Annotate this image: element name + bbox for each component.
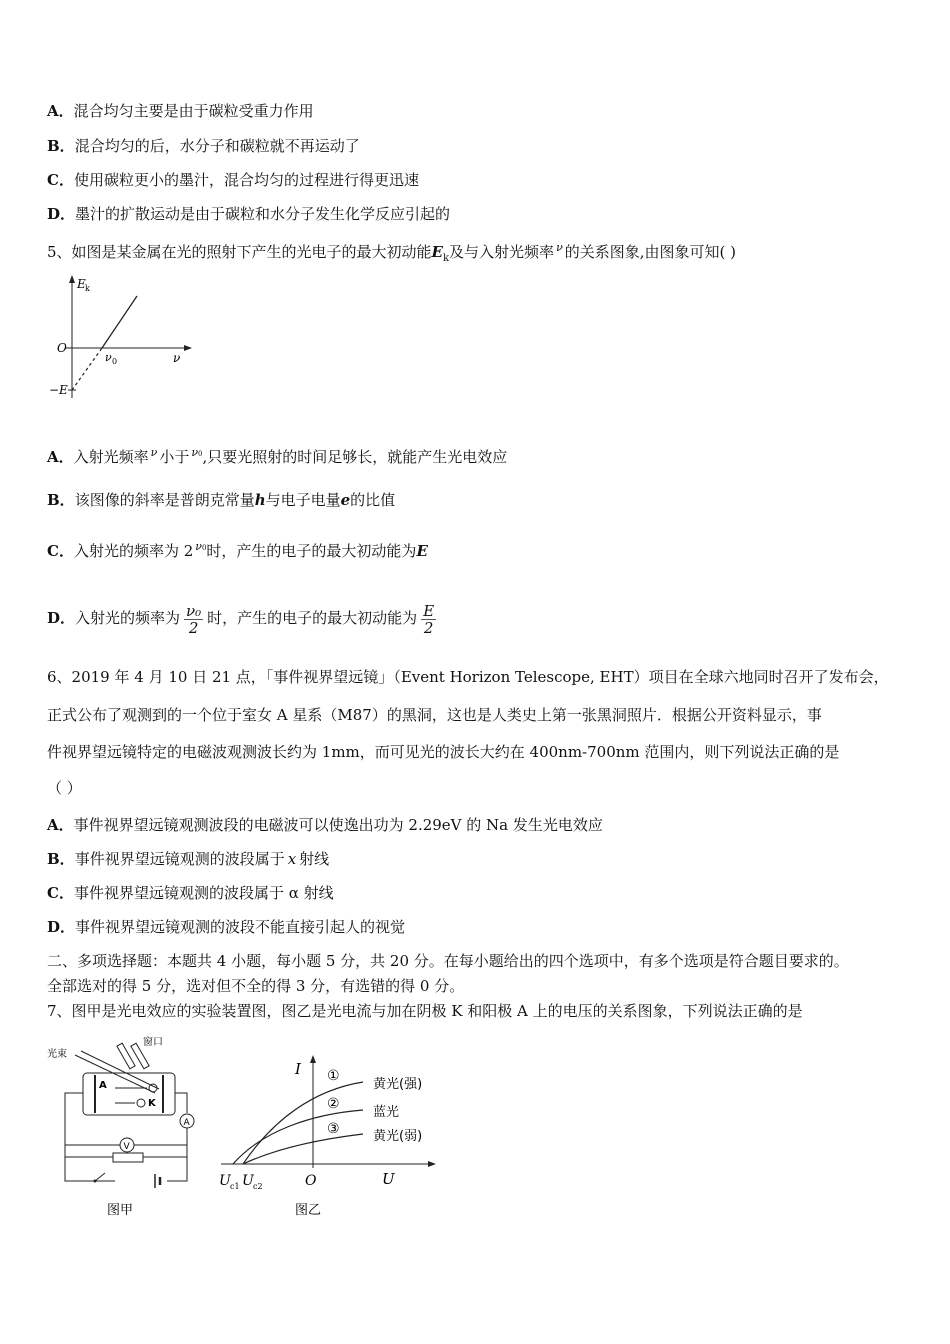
option-text-1: 该图像的斜率是普朗克常量 bbox=[74, 491, 255, 509]
curve-2-marker: ② bbox=[327, 1096, 340, 1112]
ek-symbol: E bbox=[431, 243, 443, 261]
q4-option-d bbox=[47, 204, 450, 224]
curve-yellow-strong bbox=[243, 1082, 363, 1164]
fraction-nu0-over-2 bbox=[184, 603, 203, 636]
q6-option-b bbox=[47, 849, 329, 869]
nu-symbol: ν bbox=[150, 446, 158, 459]
rheostat bbox=[113, 1153, 143, 1162]
ek-subscript: k bbox=[442, 253, 450, 264]
option-letter: C． bbox=[47, 171, 74, 189]
i-label: I bbox=[295, 1060, 301, 1078]
q5-option-a bbox=[47, 443, 507, 467]
switch bbox=[95, 1173, 105, 1181]
q5-option-d bbox=[47, 600, 440, 636]
figure-b-caption: 图乙 bbox=[295, 1203, 322, 1218]
nu0-subscript: 0 bbox=[201, 544, 207, 552]
option-text-1: 入射光的频率为 2 bbox=[73, 542, 194, 560]
nu0-subscript: 0 bbox=[198, 450, 203, 458]
uc1-sub: c1 bbox=[230, 1182, 240, 1191]
origin-label: O bbox=[57, 341, 67, 355]
option-text: 墨汁的扩散运动是由于碳粒和水分子发生化学反应引起的 bbox=[75, 205, 451, 223]
nu0-symbol: ν bbox=[195, 540, 202, 553]
q5-stem-a: 5、如图是某金属在光的照射下产生的光电子的最大初动能 bbox=[47, 243, 432, 261]
circuit-wire bbox=[175, 1093, 187, 1113]
voltmeter-label: V bbox=[123, 1142, 130, 1152]
q4-option-b bbox=[47, 136, 360, 156]
option-text-2: 与电子电量 bbox=[265, 491, 341, 509]
curve-1-marker: ① bbox=[327, 1068, 340, 1084]
ek-nu-graph bbox=[47, 270, 197, 410]
curve-3-label: 黄光(弱) bbox=[373, 1129, 423, 1144]
curve-3-marker: ③ bbox=[327, 1121, 340, 1137]
curve-1-label: 黄光(强) bbox=[373, 1077, 423, 1092]
option-letter: C． bbox=[47, 542, 74, 560]
switch-contact bbox=[94, 1180, 97, 1183]
fraction-e-over-2 bbox=[421, 603, 436, 636]
cathode-label: K bbox=[148, 1098, 156, 1109]
q5-option-b bbox=[47, 490, 395, 510]
option-text-1: 事件视界望远镜观测的波段属于 bbox=[74, 850, 285, 868]
nu0-sub: 0 bbox=[112, 357, 118, 366]
window-tube bbox=[117, 1043, 135, 1069]
q6-stem-line-1: 6、2019 年 4 月 10 日 21 点，「事件视界望远镜」（Event Horizon Telescope, EHT）项目在全球六地同时召开了发布会， bbox=[47, 668, 889, 686]
anode-label: A bbox=[99, 1080, 107, 1091]
q4-option-c bbox=[47, 170, 419, 190]
ammeter-label: A bbox=[183, 1118, 190, 1128]
q7-stem: 7、图甲是光电效应的实验装置图，图乙是光电流与加在阴极 K 和阳极 A 上的电压的关系图象，下列说法正确的是 bbox=[47, 1002, 803, 1020]
electron-icon bbox=[149, 1084, 157, 1092]
option-letter: A． bbox=[47, 816, 74, 834]
q6-option-a bbox=[47, 815, 603, 835]
ek-line-solid bbox=[102, 296, 137, 348]
option-letter: A． bbox=[47, 102, 74, 120]
circuit-wire bbox=[65, 1093, 115, 1181]
q5-stem bbox=[47, 238, 736, 269]
x-symbol: x bbox=[287, 850, 297, 868]
fraction-numerator: ν₀ bbox=[186, 601, 202, 620]
q5-stem-c: 的关系图象,由图象可知( ) bbox=[564, 243, 736, 261]
light-beam bbox=[75, 1055, 155, 1093]
option-letter: B． bbox=[47, 491, 75, 509]
option-text: 使用碳粒更小的墨汁，混合均匀的过程进行得更迅速 bbox=[73, 171, 419, 189]
q6-option-d bbox=[47, 917, 405, 937]
beam-label: 光束 bbox=[47, 1049, 67, 1060]
q6-option-c bbox=[47, 883, 334, 903]
nu-symbol: ν bbox=[556, 241, 563, 254]
option-letter: B． bbox=[47, 850, 75, 868]
y-label-sub: k bbox=[85, 284, 90, 293]
q5-option-c bbox=[47, 537, 428, 561]
x-label: ν bbox=[173, 351, 181, 365]
fraction-denominator: 2 bbox=[423, 618, 434, 637]
option-text-2: 小于 bbox=[159, 448, 190, 466]
option-text-3: ,只要光照射的时间足够长，就能产生光电效应 bbox=[202, 448, 508, 466]
nu0-label: ν bbox=[105, 351, 112, 364]
option-letter: D． bbox=[47, 205, 76, 223]
option-text-3: 的比值 bbox=[350, 491, 396, 509]
e-symbol: e bbox=[340, 491, 351, 509]
x-axis-arrow bbox=[184, 345, 192, 351]
neg-e-label: −E bbox=[49, 383, 68, 397]
y-axis-arrow bbox=[69, 275, 75, 283]
figure-a-caption: 图甲 bbox=[107, 1203, 134, 1218]
i-axis-arrow bbox=[310, 1055, 316, 1063]
origin-label: O bbox=[305, 1173, 317, 1189]
section2-line-2: 全部选对的得 5 分，选对但不全的得 3 分，有选错的得 0 分。 bbox=[47, 977, 465, 995]
curve-yellow-weak bbox=[243, 1134, 363, 1164]
q6-stem-line-3: 件视界望远镜特定的电磁波观测波长约为 1mm，而可见光的波长大约在 400nm-700nm 范围内，则下列说法正确的是 bbox=[47, 743, 840, 761]
section2-line-1: 二、多项选择题：本题共 4 小题，每小题 5 分，共 20 分。在每小题给出的四个选项中，有多个选项是符合题目要求的。 bbox=[47, 952, 849, 970]
q6-stem-line-2: 正式公布了观测到的一个位于室女 A 星系（M87）的黑洞，这也是人类史上第一张黑洞照片．根据公开资料显示，事 bbox=[47, 706, 822, 724]
option-text-2: 时，产生的电子的最大初动能为 bbox=[206, 542, 417, 560]
option-letter: D． bbox=[47, 918, 76, 936]
h-symbol: h bbox=[254, 491, 266, 509]
circuit-wire bbox=[167, 1128, 187, 1181]
option-text: 混合均匀的后，水分子和碳粒就不再运动了 bbox=[74, 137, 360, 155]
q4-option-a bbox=[47, 101, 314, 121]
option-text: 事件视界望远镜观测的波段不能直接引起人的视觉 bbox=[75, 918, 406, 936]
option-text: 事件视界望远镜观测波段的电磁波可以使逸出功为 2.29eV 的 Na 发生光电效应 bbox=[73, 816, 603, 834]
option-text-1: 入射光的频率为 bbox=[75, 609, 181, 627]
option-text: 事件视界望远镜观测的波段属于 α 射线 bbox=[73, 884, 334, 902]
option-letter: B． bbox=[47, 137, 75, 155]
curve-2-label: 蓝光 bbox=[373, 1105, 400, 1120]
ek-line-dashed bbox=[72, 348, 102, 390]
fraction-numerator: E bbox=[423, 601, 435, 620]
uc2-label: U bbox=[242, 1173, 254, 1189]
uc2-sub: c2 bbox=[253, 1182, 263, 1191]
option-letter: A． bbox=[47, 448, 74, 466]
window-label: 窗口 bbox=[143, 1037, 163, 1048]
option-text: 混合均匀主要是由于碳粒受重力作用 bbox=[73, 102, 314, 120]
option-letter: C． bbox=[47, 884, 74, 902]
u-axis-arrow bbox=[428, 1161, 436, 1167]
light-beam bbox=[81, 1051, 159, 1089]
nu0-symbol: ν bbox=[191, 446, 199, 459]
option-text-2: 时，产生的电子的最大初动能为 bbox=[207, 609, 418, 627]
E-symbol: E bbox=[416, 542, 428, 560]
vacuum-tube bbox=[83, 1073, 175, 1115]
y-label: E bbox=[77, 277, 86, 291]
figure-apparatus bbox=[45, 1033, 205, 1223]
option-text-2: 射线 bbox=[299, 850, 330, 868]
option-letter: D． bbox=[47, 609, 76, 627]
q5-stem-b: 及与入射光频率 bbox=[449, 243, 555, 261]
electron-icon bbox=[137, 1099, 145, 1107]
figure-iu-graph bbox=[213, 1050, 453, 1225]
option-text-1: 入射光频率 bbox=[73, 448, 149, 466]
q6-stem-line-4: （ ） bbox=[47, 779, 82, 797]
u-label: U bbox=[382, 1170, 395, 1188]
fraction-denominator: 2 bbox=[188, 618, 199, 637]
uc1-label: U bbox=[219, 1173, 231, 1189]
